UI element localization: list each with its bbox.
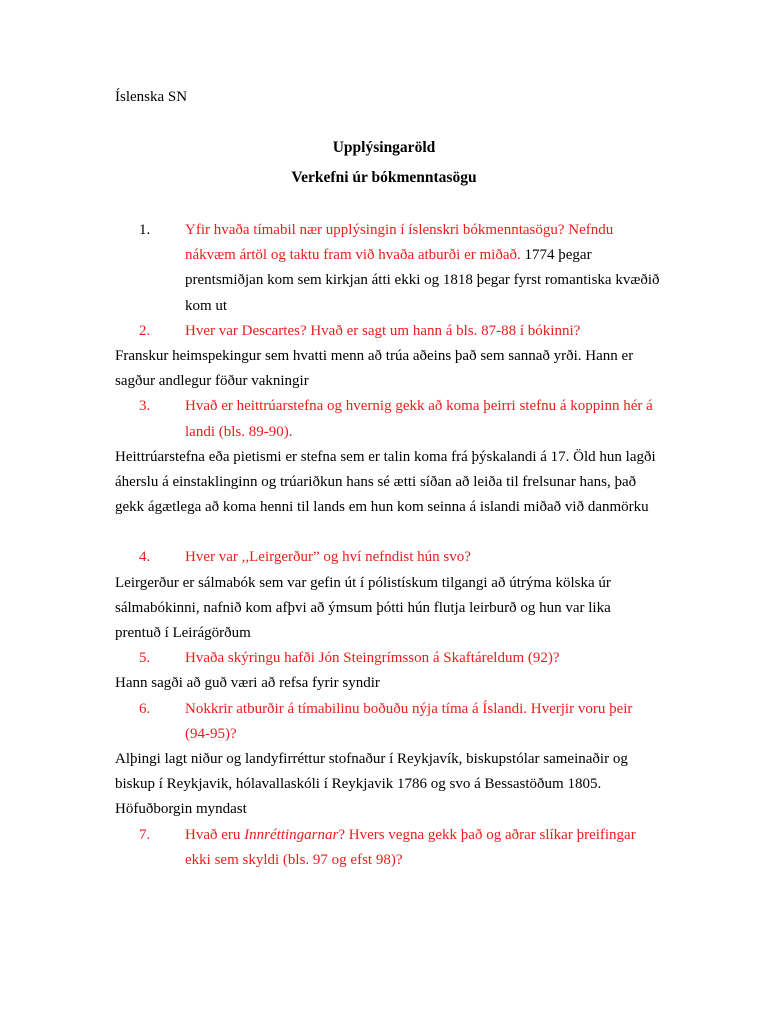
answer-text: Leirgerður er sálmabók sem var gefin út í pólistískum tilgangi að útrýma kölska úr sálmabókinni, nafnið kom afþvi að ýmsum þótti hún flutja leirburð og hun var lika prentuð í Leirágörðum: [115, 574, 611, 642]
blank-line: [115, 520, 660, 545]
question-number: 3.: [139, 398, 151, 415]
question-item-5: [115, 646, 660, 671]
question-number: 6.: [139, 700, 151, 717]
question-number: 7.: [139, 826, 151, 843]
question-number: 5.: [139, 650, 151, 667]
answer-text: 1774 þegar prentsmiðjan kom sem kirkjan átti ekki og 1818 þegar fyrst romantiska kvæðið kom ut: [185, 247, 660, 314]
answer-text: Heittrúarstefna eða pietismi er stefna sem er talin koma frá þýskalandi á 17. Öld hun lagði áherslu á einstaklinginn og trúariðkun hans sé ætti síðan að leiða til frelsunar hans, það gekk ágætlega að koma henni til lands em hun kom seinna á islandi miðað við danmörku: [115, 448, 656, 516]
question-text: Hver var ,,Leirgerður” og hví nefndist hún svo?: [185, 549, 471, 566]
question-text: Hvað eru Innréttingarnar? Hvers vegna gekk það og aðrar slíkar þreifingar ekki sem skyldi (bls. 97 og efst 98)?: [185, 826, 636, 868]
question-item-3: [115, 394, 660, 444]
question-number: 2.: [139, 322, 151, 339]
question-item-2: [115, 319, 660, 344]
question-text: Hvað er heittrúarstefna og hvernig gekk að koma þeirri stefnu á koppinn hér á landi (bls. 89-90).: [185, 398, 653, 440]
question-text: Hvaða skýringu hafði Jón Steingrímsson á Skaftáreldum (92)?: [185, 650, 560, 667]
question-item-6: [115, 697, 660, 747]
answer-text: Franskur heimspekingur sem hvatti menn að trúa aðeins það sem sannað yrði. Hann er sagður andlegur föður vakningir: [115, 348, 634, 390]
question-text: Nokkrir atburðir á tímabilinu boðuðu nýja tíma á Íslandi. Hverjir voru þeir (94-95)?: [185, 700, 633, 742]
question-number: 1.: [139, 222, 151, 238]
question-number: 4.: [139, 549, 151, 566]
question-item-7: [115, 823, 660, 873]
question-list: [115, 218, 660, 873]
question-item-1: [115, 218, 660, 319]
question-item-4: [115, 545, 660, 570]
document-header: Íslenska SN: [115, 89, 188, 105]
document-subtitle: Verkefni úr bókmenntasögu: [291, 169, 477, 186]
question-text: Hver var Descartes? Hvað er sagt um hann á bls. 87-88 í bókinni?: [185, 322, 581, 339]
answer-text: Alþingi lagt niður og landyfirréttur stofnaður í Reykjavík, biskupstólar sameinaðir og biskup í Reykjavik, hólavallaskóli í Reykjavik 1786 og svo á Bessastöðum 1805. Höfuðborgin myndast: [115, 751, 628, 818]
question-text: Yfir hvaða tímabil nær upplýsingin í íslenskri bókmenntasögu? Nefndu nákvæm ártöl og taktu fram við hvaða atburði er miðað.: [185, 222, 614, 264]
document-title: Upplýsingaröld: [332, 139, 436, 156]
answer-text: Hann sagði að guð væri að refsa fyrir syndir: [115, 675, 380, 692]
